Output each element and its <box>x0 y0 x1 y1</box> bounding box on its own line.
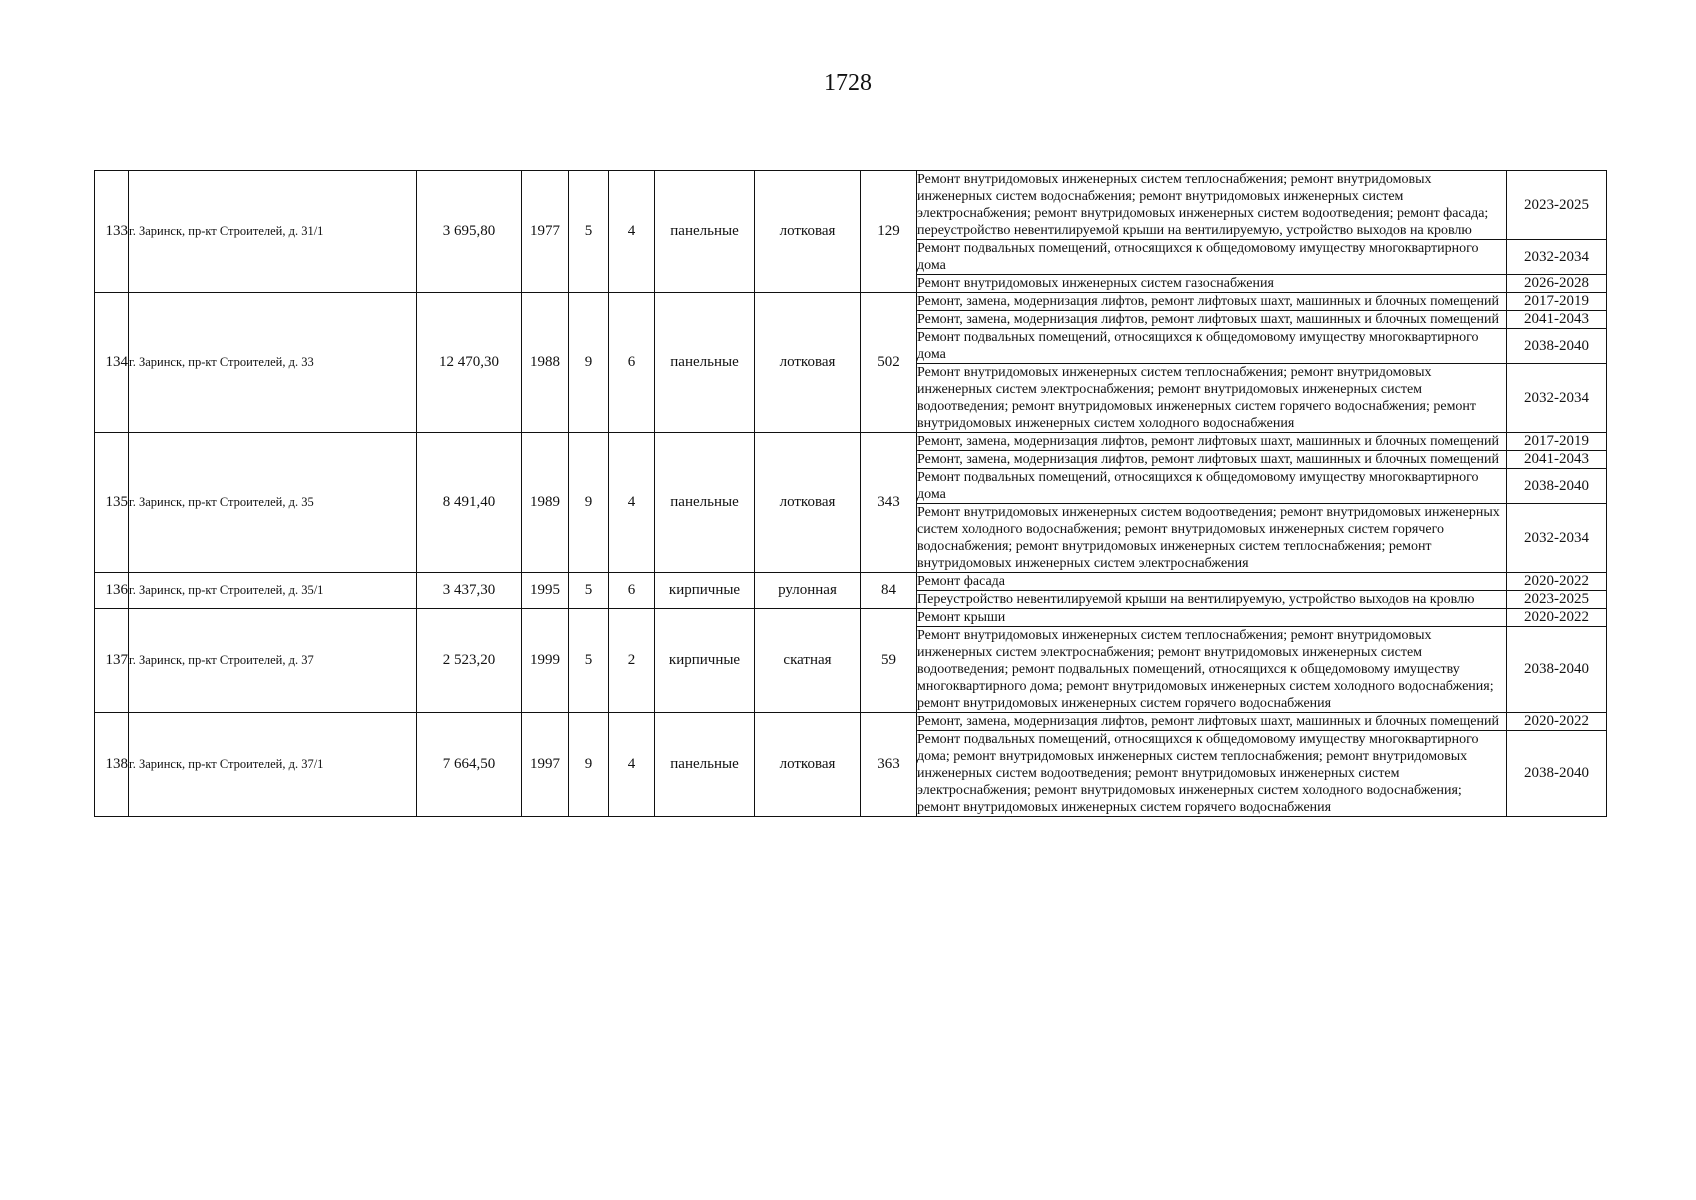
wall-material-cell: панельные <box>655 433 755 573</box>
address-cell: г. Заринск, пр-кт Строителей, д. 35/1 <box>129 573 417 609</box>
year-cell: 1995 <box>522 573 569 609</box>
residents-cell: 84 <box>861 573 917 609</box>
wall-material-cell: панельные <box>655 171 755 293</box>
roof-type-cell: рулонная <box>755 573 861 609</box>
area-cell: 2 523,20 <box>417 609 522 713</box>
entrances-cell: 6 <box>609 293 655 433</box>
work-description-cell: Ремонт внутридомовых инженерных систем газоснабжения <box>917 275 1507 293</box>
floors-cell: 5 <box>569 609 609 713</box>
year-cell: 1977 <box>522 171 569 293</box>
roof-type-cell: лотковая <box>755 713 861 817</box>
work-description-cell: Ремонт внутридомовых инженерных систем теплоснабжения; ремонт внутридомовых инженерных систем водоснабжения; ремонт внутридомовых инженерных систем электроснабжения; ремонт внутридомовых инженерных систем водоотведения; ремонт фасада; переустройство невентилируемой крыши на вентилируемую, устройство выходов на кровлю <box>917 171 1507 240</box>
work-period-cell: 2017-2019 <box>1507 293 1607 311</box>
building-number: 136 <box>95 573 129 609</box>
entrances-cell: 4 <box>609 433 655 573</box>
table-row <box>95 573 1607 591</box>
page-number: 1728 <box>824 70 872 96</box>
work-description-cell: Ремонт подвальных помещений, относящихся к общедомовому имуществу многоквартирного дома <box>917 469 1507 504</box>
work-period-cell: 2020-2022 <box>1507 713 1607 731</box>
address-cell: г. Заринск, пр-кт Строителей, д. 33 <box>129 293 417 433</box>
entrances-cell: 4 <box>609 713 655 817</box>
floors-cell: 9 <box>569 713 609 817</box>
work-period-cell: 2032-2034 <box>1507 504 1607 573</box>
floors-cell: 5 <box>569 171 609 293</box>
work-description-cell: Ремонт, замена, модернизация лифтов, ремонт лифтовых шахт, машинных и блочных помещений <box>917 293 1507 311</box>
table-row <box>95 713 1607 731</box>
work-description-cell: Ремонт внутридомовых инженерных систем водоотведения; ремонт внутридомовых инженерных систем холодного водоснабжения; ремонт внутридомовых инженерных систем горячего водоснабжения; ремонт внутридомовых инженерных систем теплоснабжения; ремонт внутридомовых инженерных систем электроснабжения <box>917 504 1507 573</box>
roof-type-cell: лотковая <box>755 433 861 573</box>
work-period-cell: 2020-2022 <box>1507 573 1607 591</box>
work-description-cell: Ремонт фасада <box>917 573 1507 591</box>
table-body <box>95 171 1607 817</box>
work-description-cell: Ремонт, замена, модернизация лифтов, ремонт лифтовых шахт, машинных и блочных помещений <box>917 451 1507 469</box>
residents-cell: 502 <box>861 293 917 433</box>
floors-cell: 9 <box>569 293 609 433</box>
work-description-cell: Ремонт подвальных помещений, относящихся к общедомовому имуществу многоквартирного дома <box>917 240 1507 275</box>
building-repair-table <box>94 170 1607 817</box>
entrances-cell: 2 <box>609 609 655 713</box>
building-number: 138 <box>95 713 129 817</box>
roof-type-cell: скатная <box>755 609 861 713</box>
roof-type-cell: лотковая <box>755 171 861 293</box>
work-description-cell: Ремонт крыши <box>917 609 1507 627</box>
area-cell: 3 437,30 <box>417 573 522 609</box>
wall-material-cell: кирпичные <box>655 573 755 609</box>
work-description-cell: Ремонт подвальных помещений, относящихся к общедомовому имуществу многоквартирного дома; ремонт внутридомовых инженерных систем теплоснабжения; ремонт внутридомовых инженерных систем водоотведения; ремонт внутридомовых инженерных систем электроснабжения; ремонт внутридомовых инженерных систем холодного водоснабжения; ремонт внутридомовых инженерных систем горячего водоснабжения <box>917 731 1507 817</box>
floors-cell: 5 <box>569 573 609 609</box>
table-row <box>95 293 1607 311</box>
floors-cell: 9 <box>569 433 609 573</box>
work-description-cell: Ремонт внутридомовых инженерных систем теплоснабжения; ремонт внутридомовых инженерных систем электроснабжения; ремонт внутридомовых инженерных систем водоотведения; ремонт внутридомовых инженерных систем горячего водоснабжения; ремонт внутридомовых инженерных систем холодного водоснабжения <box>917 364 1507 433</box>
entrances-cell: 4 <box>609 171 655 293</box>
work-period-cell: 2023-2025 <box>1507 171 1607 240</box>
work-period-cell: 2038-2040 <box>1507 329 1607 364</box>
work-period-cell: 2038-2040 <box>1507 627 1607 713</box>
work-description-cell: Ремонт внутридомовых инженерных систем теплоснабжения; ремонт внутридомовых инженерных систем электроснабжения; ремонт внутридомовых инженерных систем водоотведения; ремонт подвальных помещений, относящихся к общедомовому имуществу многоквартирного дома; ремонт внутридомовых инженерных систем холодного водоснабжения; ремонт внутридомовых инженерных систем горячего водоснабжения <box>917 627 1507 713</box>
work-period-cell: 2038-2040 <box>1507 469 1607 504</box>
work-period-cell: 2026-2028 <box>1507 275 1607 293</box>
table-row <box>95 609 1607 627</box>
building-number: 135 <box>95 433 129 573</box>
work-description-cell: Ремонт, замена, модернизация лифтов, ремонт лифтовых шахт, машинных и блочных помещений <box>917 311 1507 329</box>
year-cell: 1988 <box>522 293 569 433</box>
address-cell: г. Заринск, пр-кт Строителей, д. 35 <box>129 433 417 573</box>
work-period-cell: 2023-2025 <box>1507 591 1607 609</box>
wall-material-cell: панельные <box>655 713 755 817</box>
building-number: 133 <box>95 171 129 293</box>
work-period-cell: 2038-2040 <box>1507 731 1607 817</box>
address-cell: г. Заринск, пр-кт Строителей, д. 37 <box>129 609 417 713</box>
roof-type-cell: лотковая <box>755 293 861 433</box>
table-row <box>95 171 1607 240</box>
work-period-cell: 2032-2034 <box>1507 364 1607 433</box>
residents-cell: 129 <box>861 171 917 293</box>
area-cell: 3 695,80 <box>417 171 522 293</box>
wall-material-cell: кирпичные <box>655 609 755 713</box>
address-cell: г. Заринск, пр-кт Строителей, д. 31/1 <box>129 171 417 293</box>
year-cell: 1989 <box>522 433 569 573</box>
building-number: 134 <box>95 293 129 433</box>
year-cell: 1999 <box>522 609 569 713</box>
wall-material-cell: панельные <box>655 293 755 433</box>
residents-cell: 343 <box>861 433 917 573</box>
work-description-cell: Ремонт, замена, модернизация лифтов, ремонт лифтовых шахт, машинных и блочных помещений <box>917 713 1507 731</box>
work-period-cell: 2017-2019 <box>1507 433 1607 451</box>
work-period-cell: 2041-2043 <box>1507 311 1607 329</box>
residents-cell: 363 <box>861 713 917 817</box>
work-period-cell: 2020-2022 <box>1507 609 1607 627</box>
building-number: 137 <box>95 609 129 713</box>
work-description-cell: Ремонт подвальных помещений, относящихся к общедомовому имуществу многоквартирного дома <box>917 329 1507 364</box>
area-cell: 12 470,30 <box>417 293 522 433</box>
residents-cell: 59 <box>861 609 917 713</box>
area-cell: 8 491,40 <box>417 433 522 573</box>
work-period-cell: 2032-2034 <box>1507 240 1607 275</box>
work-description-cell: Переустройство невентилируемой крыши на вентилируемую, устройство выходов на кровлю <box>917 591 1507 609</box>
area-cell: 7 664,50 <box>417 713 522 817</box>
work-description-cell: Ремонт, замена, модернизация лифтов, ремонт лифтовых шахт, машинных и блочных помещений <box>917 433 1507 451</box>
table-row <box>95 433 1607 451</box>
year-cell: 1997 <box>522 713 569 817</box>
entrances-cell: 6 <box>609 573 655 609</box>
address-cell: г. Заринск, пр-кт Строителей, д. 37/1 <box>129 713 417 817</box>
work-period-cell: 2041-2043 <box>1507 451 1607 469</box>
